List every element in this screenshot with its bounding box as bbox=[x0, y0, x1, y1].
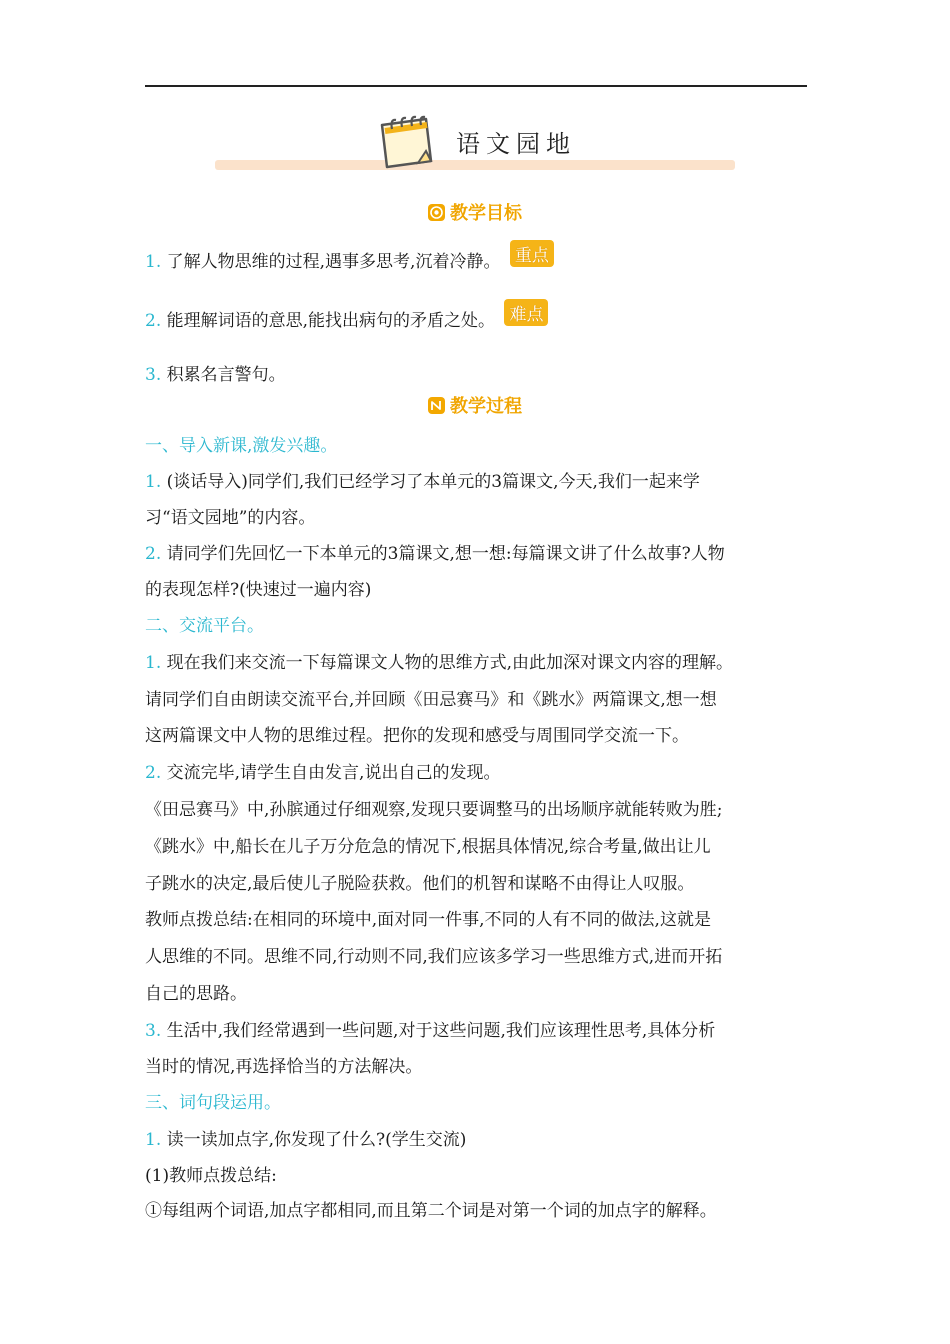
section-heading-1: 一、导入新课,激发兴趣。 bbox=[145, 436, 338, 456]
section-heading-2: 二、交流平台。 bbox=[145, 616, 264, 636]
item-number: 1. bbox=[145, 472, 162, 492]
line-text: 生活中,我们经常遇到一些问题,对于这些问题,我们应该理性思考,具体分析 bbox=[166, 1021, 716, 1041]
title-band bbox=[215, 160, 735, 170]
paragraph-line: ①每组两个词语,加点字都相同,而且第二个词是对第一个词的加点字的解释。 bbox=[145, 1201, 717, 1221]
line-text: 请同学们先回忆一下本单元的3篇课文,想一想:每篇课文讲了什么故事?人物 bbox=[166, 544, 725, 564]
page-title: 语文园地 bbox=[456, 130, 576, 158]
item-number: 2. bbox=[145, 544, 162, 564]
objectives-heading bbox=[0, 199, 950, 225]
item-number: 2. bbox=[145, 311, 162, 331]
line-text: 读一读加点字,你发现了什么?(学生交流) bbox=[166, 1130, 467, 1150]
item-number: 1. bbox=[145, 1130, 162, 1150]
paragraph-line: 《跳水》中,船长在儿子万分危急的情况下,根据具体情况,综合考量,做出让儿 bbox=[145, 837, 711, 857]
objectives-heading-text: 教学目标 bbox=[450, 203, 522, 224]
paragraph-line: 《田忌赛马》中,孙膑通过仔细观察,发现只要调整马的出场顺序就能转败为胜; bbox=[145, 800, 723, 820]
objective-item-2 bbox=[145, 305, 548, 332]
paragraph-line: 当时的情况,再选择恰当的方法解决。 bbox=[145, 1057, 423, 1077]
paragraph-line bbox=[145, 1016, 715, 1041]
paragraph-line: 子跳水的决定,最后使儿子脱险获救。他们的机智和谋略不由得让人叹服。 bbox=[145, 874, 695, 894]
item-number: 3. bbox=[145, 365, 162, 385]
paragraph-line: 的表现怎样?(快速过一遍内容) bbox=[145, 580, 372, 600]
line-text: (谈话导入)同学们,我们已经学习了本单元的3篇课文,今天,我们一起来学 bbox=[166, 472, 700, 492]
notebook-icon bbox=[376, 115, 436, 171]
paragraph-line bbox=[145, 1125, 466, 1150]
paragraph-line: 人思维的不同。思维不同,行动则不同,我们应该多学习一些思维方式,进而开拓 bbox=[145, 947, 723, 967]
item-text: 了解人物思维的过程,遇事多思考,沉着冷静。 bbox=[166, 252, 501, 272]
key-point-badge: 重点 bbox=[510, 240, 554, 267]
paragraph-line bbox=[145, 758, 500, 783]
line-text: 交流完毕,请学生自由发言,说出自己的发现。 bbox=[166, 763, 501, 783]
paragraph-line: 请同学们自由朗读交流平台,并回顾《田忌赛马》和《跳水》两篇课文,想一想 bbox=[145, 690, 717, 710]
difficult-point-badge: 难点 bbox=[504, 299, 548, 326]
paragraph-line: 这两篇课文中人物的思维过程。把你的发现和感受与周围同学交流一下。 bbox=[145, 726, 689, 746]
process-heading bbox=[0, 392, 950, 418]
paragraph-line: (1)教师点拨总结: bbox=[145, 1166, 277, 1186]
section-heading-3: 三、词句段运用。 bbox=[145, 1093, 281, 1113]
item-text: 能理解词语的意思,能找出病句的矛盾之处。 bbox=[166, 311, 496, 331]
item-number: 1. bbox=[145, 252, 162, 272]
item-number: 1. bbox=[145, 653, 162, 673]
line-text: 现在我们来交流一下每篇课文人物的思维方式,由此加深对课文内容的理解。 bbox=[166, 653, 734, 673]
item-text: 积累名言警句。 bbox=[166, 365, 286, 385]
objective-item-3 bbox=[145, 360, 286, 385]
paragraph-line: 习“语文园地”的内容。 bbox=[145, 508, 316, 528]
paragraph-line bbox=[145, 648, 733, 673]
item-number: 3. bbox=[145, 1021, 162, 1041]
paragraph-line bbox=[145, 467, 700, 492]
paragraph-line bbox=[145, 539, 725, 564]
process-heading-text: 教学过程 bbox=[450, 396, 522, 417]
objective-item-1 bbox=[145, 246, 554, 273]
zigzag-icon bbox=[428, 397, 445, 414]
paragraph-line: 教师点拨总结:在相同的环境中,面对同一件事,不同的人有不同的做法,这就是 bbox=[145, 910, 711, 930]
paragraph-line: 自己的思路。 bbox=[145, 984, 247, 1004]
target-icon bbox=[428, 204, 445, 221]
top-rule bbox=[145, 85, 807, 87]
item-number: 2. bbox=[145, 763, 162, 783]
